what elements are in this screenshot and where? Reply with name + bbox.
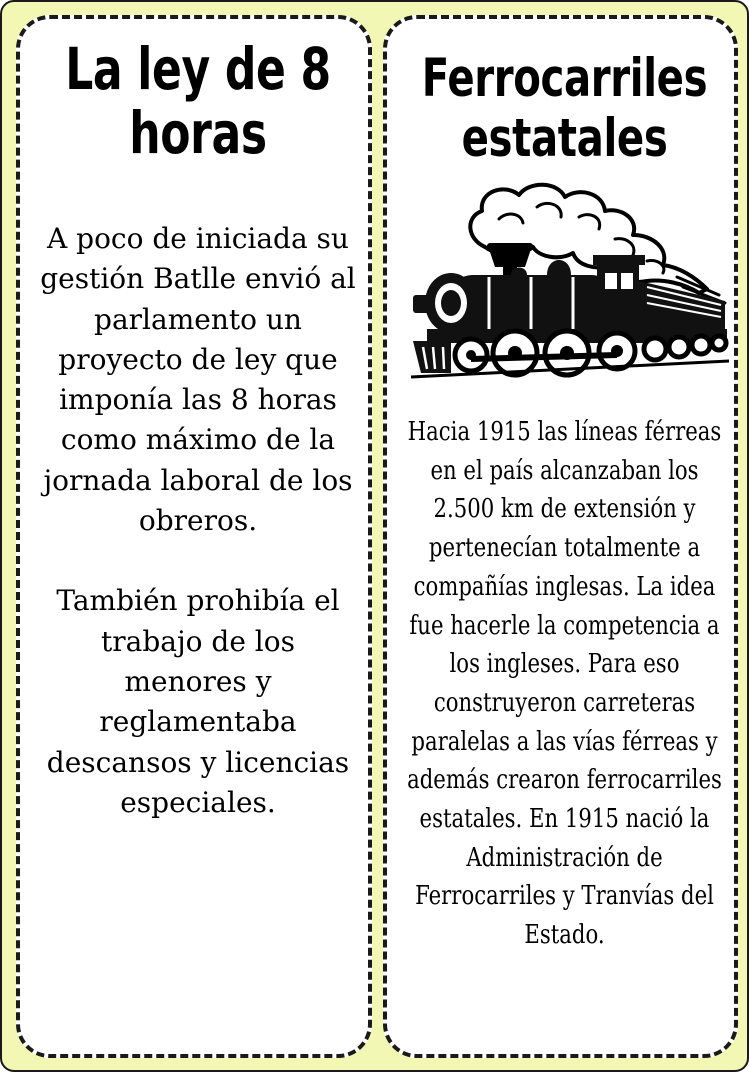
card-title: La ley de 8 horas — [65, 35, 331, 167]
card-ley-8-horas — [16, 15, 372, 1058]
paragraph-1: A poco de iniciada su gestión Batlle envió al parlamento un proyecto de ley que imponía las 8 horas como máximo de la jornada laboral de los obreros. — [40, 222, 356, 538]
card-body — [400, 413, 729, 955]
paragraph-2: También prohibía el trabajo de los menores y reglamentaba descansos y licencias especiales. — [46, 584, 350, 819]
card-title: Ferrocarriles estatales — [421, 48, 708, 169]
paragraph: Hacia 1915 las líneas férreas en el país alcanzaban los 2.500 km de extensión y pertenecían totalmente a compañías inglesas. La idea fue hacerle la competencia a los ingleses. Para eso construyeron carreteras paralelas a las vías férreas y además crearon ferrocarriles estatales. En 1915 nació la Administración de Ferrocarriles y Tranvías del Estado. — [407, 416, 722, 951]
card-body — [40, 219, 356, 823]
card-ferrocarriles — [383, 15, 738, 1058]
steam-locomotive-icon — [407, 177, 732, 402]
